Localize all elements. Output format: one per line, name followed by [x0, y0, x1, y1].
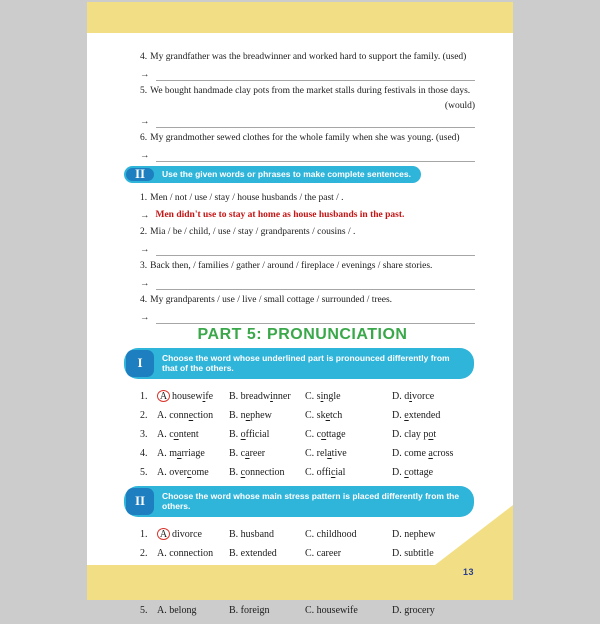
exercise-item	[140, 191, 475, 206]
underlined-letter: i	[409, 390, 413, 402]
answer-option: D. extended	[392, 409, 441, 421]
answer-option: D. grocery	[392, 604, 435, 616]
question-number: 2.	[140, 547, 148, 559]
section-title: Choose the word whose underlined part is pronounced differently from that of the others.	[162, 352, 450, 373]
exercise-item	[140, 50, 475, 65]
underlined-letter: a	[245, 447, 250, 459]
section-title: Use the given words or phrases to make complete sentences.	[162, 169, 411, 179]
mcq-row	[140, 601, 475, 620]
question-number: 3.	[140, 428, 148, 440]
mcq-row	[140, 387, 475, 406]
answer-option: C. relative	[305, 447, 347, 459]
answer-text: Men didn't use to stay at home as house husbands in the past.	[155, 209, 405, 220]
arrow-icon: →	[140, 210, 150, 221]
underlined-letter: e	[245, 409, 251, 421]
section-header-make-sentences	[124, 166, 421, 183]
underlined-letter: a	[327, 447, 332, 459]
item-hint: (would)	[444, 101, 475, 111]
underlined-letter: o	[240, 428, 246, 440]
pronunciation-mcq-rows	[140, 387, 475, 482]
answer-option: C. career	[305, 547, 342, 559]
item-text: Men / not / use / stay / house husbands / the past / .	[150, 192, 344, 203]
item-text: My grandparents / use / live / small cottage / surrounded / trees.	[150, 294, 393, 305]
top-yellow-band	[87, 2, 513, 33]
arrow-icon: →	[140, 117, 150, 127]
item-number: 1.	[140, 192, 148, 203]
answer-blank-line	[156, 150, 476, 162]
answer-option: A. overcome	[157, 466, 209, 478]
item-number: 5.	[140, 86, 148, 96]
exercise-item	[140, 131, 475, 146]
question-number: 1.	[140, 390, 148, 402]
item-number: 2.	[140, 226, 148, 237]
circled-answer-letter: A	[157, 390, 170, 402]
answer-blank-line	[156, 69, 476, 81]
mcq-row	[140, 525, 475, 544]
underlined-letter: o	[321, 428, 327, 440]
underlined-letter: o	[428, 428, 434, 440]
arrow-icon: →	[140, 278, 150, 289]
item-text: We bought handmade clay pots from the market stalls during festivals in those days.	[150, 86, 471, 96]
item-text: My grandmother sewed clothes for the whole family when she was young. (used)	[150, 133, 460, 143]
arrow-icon: →	[140, 151, 150, 161]
answer-blank-line	[156, 116, 476, 128]
underlined-letter: i	[320, 390, 324, 402]
answer-option: C. official	[305, 466, 346, 478]
answer-option: D. cottage	[392, 466, 434, 478]
section-badge-i: I	[126, 350, 154, 377]
answer-option: C. single	[305, 390, 341, 402]
underlined-letter: c	[240, 466, 246, 478]
answer-option: C. childhood	[305, 528, 357, 540]
underlined-letter: a	[428, 447, 433, 459]
answer-option: C. sketch	[305, 409, 343, 421]
mcq-row	[140, 463, 475, 482]
answer-blank-line	[156, 278, 476, 290]
answer-option: A. belong	[157, 604, 197, 616]
arrow-icon: →	[140, 244, 150, 255]
answer-blank-line	[156, 312, 476, 324]
question-number: 1.	[140, 528, 148, 540]
answer-arrow-line	[140, 147, 475, 162]
arrow-icon: →	[140, 70, 150, 80]
workbook-page	[87, 2, 513, 616]
exercise-item	[140, 84, 475, 99]
mcq-row	[140, 406, 475, 425]
underlined-letter: e	[404, 409, 409, 421]
question-number: 2.	[140, 409, 148, 421]
answer-option: A. connection	[157, 547, 214, 559]
question-number: 4.	[140, 447, 148, 459]
part5-title: PART 5: PRONUNCIATION	[197, 325, 408, 343]
answer-option: C. cottage	[305, 428, 346, 440]
answer-option: B. foreign	[229, 604, 270, 616]
answer-option: D. subtitle	[392, 547, 434, 559]
mcq-row	[140, 425, 475, 444]
exercise-item	[140, 293, 475, 308]
mcq-row	[140, 444, 475, 463]
underlined-letter: a	[177, 447, 182, 459]
answer-option: B. official	[229, 428, 270, 440]
answer-option: B. husband	[229, 528, 275, 540]
exercise-item	[140, 259, 475, 274]
underlined-letter: e	[188, 409, 194, 421]
answer-option: D. clay pot	[392, 428, 437, 440]
underlined-letter: c	[404, 466, 409, 478]
underlined-letter: c	[330, 466, 336, 478]
section-badge-ii: II	[126, 168, 154, 181]
item-number: 4.	[140, 52, 148, 62]
exercise-item	[140, 225, 475, 240]
answer-option: B. career	[229, 447, 266, 459]
answer-option: B. connection	[229, 466, 285, 478]
answer-option: A. content	[157, 428, 199, 440]
answer-option: B. extended	[229, 547, 277, 559]
sentence-exercise-items	[140, 191, 475, 324]
item-number: 3.	[140, 260, 148, 271]
question-number: 5.	[140, 466, 148, 478]
underlined-letter: c	[187, 466, 192, 478]
answer-option: C. housewife	[305, 604, 358, 616]
page-content	[87, 33, 513, 624]
answer-arrow-line	[140, 241, 475, 256]
answer-option: A. connection	[157, 409, 214, 421]
answer-option: A. marriage	[157, 447, 205, 459]
bottom-yellow-band	[87, 565, 513, 600]
answer-arrow-line	[140, 275, 475, 290]
answer-option: D. divorce	[392, 390, 435, 402]
underlined-letter: o	[173, 428, 179, 440]
rewrite-exercise-items	[140, 50, 475, 162]
item-number: 6.	[140, 133, 148, 143]
answer-option: D. come across	[392, 447, 454, 459]
underlined-letter: i	[270, 390, 273, 402]
item-text: My grandfather was the breadwinner and worked hard to support the family. (used)	[150, 52, 467, 62]
answer-arrow-line	[140, 207, 475, 222]
section-title: Choose the word whose main stress pattern is placed differently from the others.	[162, 490, 460, 511]
underlined-letter: e	[325, 409, 331, 421]
item-text: Back then, / families / gather / around / fireplace / evenings / share stories.	[150, 260, 433, 271]
section-badge-ii-stress: II	[126, 488, 154, 515]
answer-option: D. nephew	[392, 528, 436, 540]
item-text: Mia / be / child, / use / stay / grandparents / cousins / .	[150, 226, 356, 237]
answer-blank-line	[156, 244, 476, 256]
answer-option: B. breadwinner	[229, 390, 291, 402]
answer-option: A divorce	[157, 527, 229, 542]
item-number: 4.	[140, 294, 148, 305]
question-number: 5.	[140, 604, 148, 616]
section-header-stress	[124, 486, 474, 517]
answer-arrow-line	[140, 66, 475, 81]
answer-arrow-line	[140, 309, 475, 324]
underlined-letter: i	[202, 390, 206, 402]
answer-arrow-line	[140, 113, 475, 128]
answer-option: B. nephew	[229, 409, 272, 421]
circled-answer-letter: A	[157, 528, 170, 540]
arrow-icon: →	[140, 312, 150, 323]
section-header-pronunciation	[124, 348, 474, 379]
page-number: 13	[462, 567, 474, 577]
mcq-row	[140, 544, 475, 563]
answer-option: A housewife	[157, 389, 229, 404]
